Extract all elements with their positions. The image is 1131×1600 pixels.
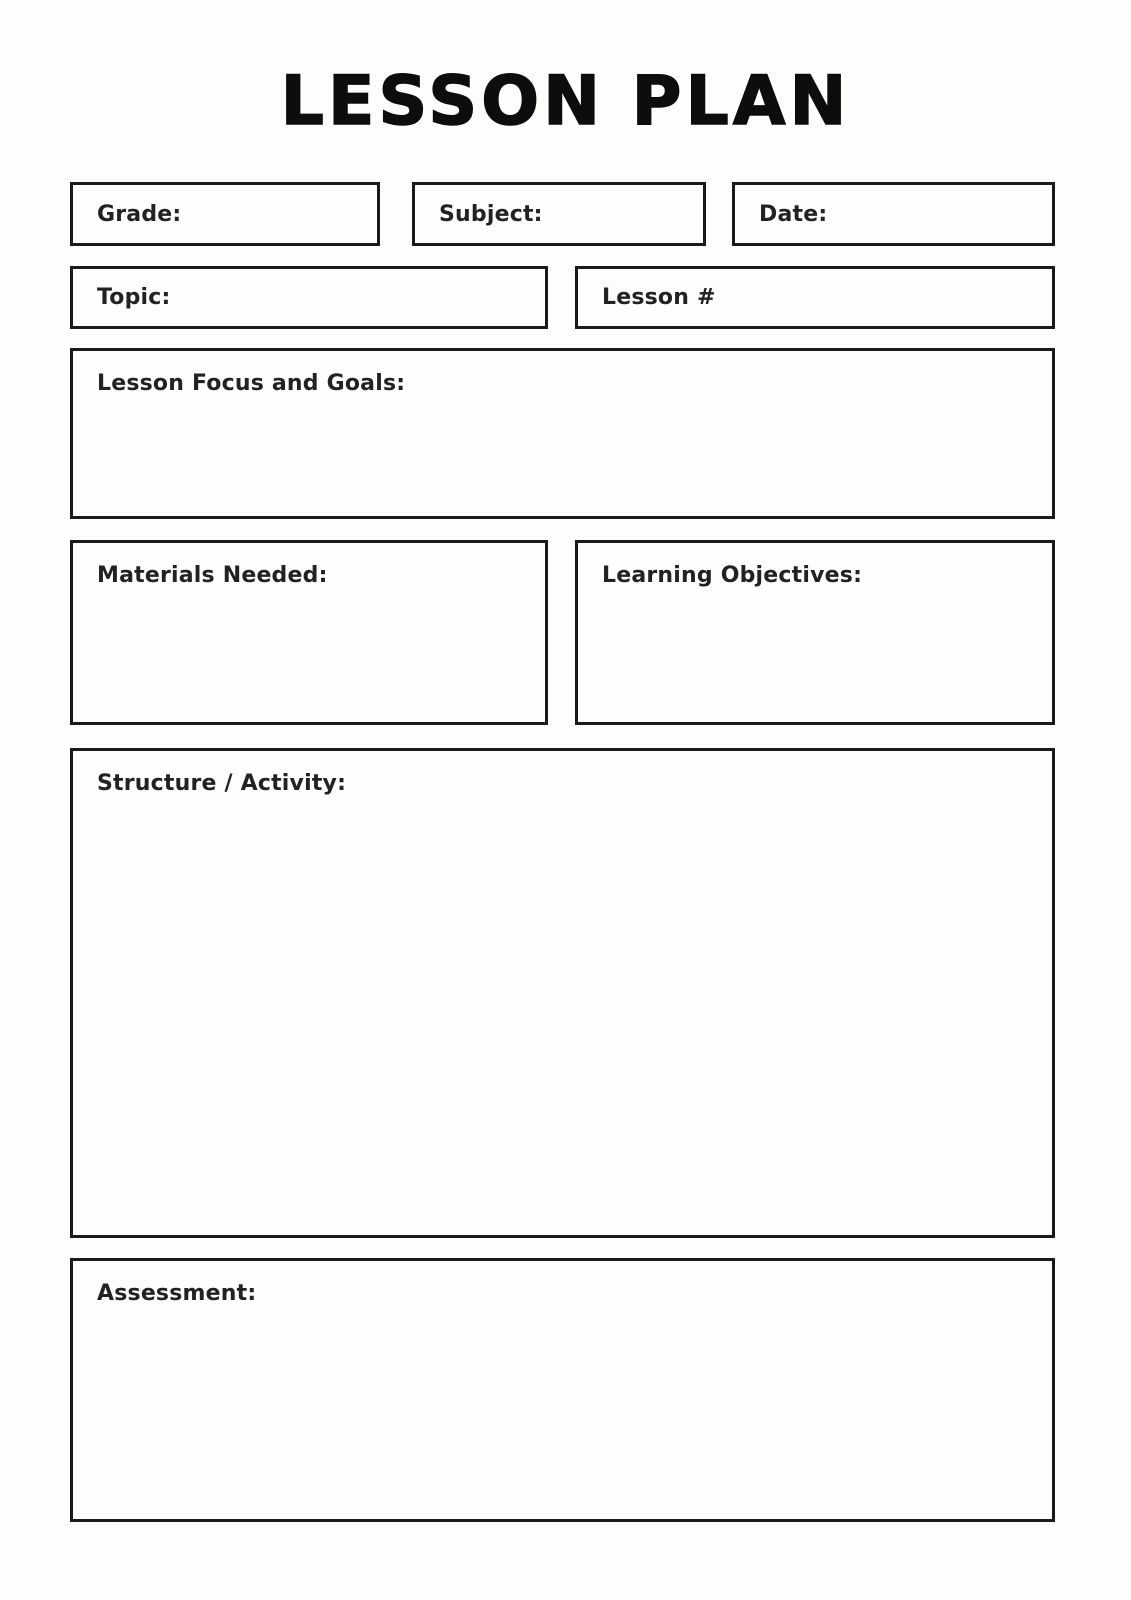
assessment-field[interactable] (70, 1258, 1055, 1522)
learning-objectives-field[interactable] (575, 540, 1055, 725)
lesson-focus-label: Lesson Focus and Goals: (97, 371, 406, 396)
lesson-number-label: Lesson # (602, 285, 716, 310)
subject-label: Subject: (439, 201, 543, 227)
lesson-number-field[interactable] (575, 266, 1055, 329)
page-title: LESSON PLAN (280, 62, 851, 141)
lesson-focus-field[interactable] (70, 348, 1055, 519)
structure-activity-label: Structure / Activity: (97, 771, 347, 796)
grade-label: Grade: (97, 201, 182, 227)
structure-activity-field[interactable] (70, 748, 1055, 1238)
grade-field[interactable] (70, 182, 380, 246)
topic-label: Topic: (97, 285, 171, 310)
topic-field[interactable] (70, 266, 548, 329)
learning-objectives-label: Learning Objectives: (602, 563, 863, 588)
date-label: Date: (759, 201, 828, 227)
date-field[interactable] (732, 182, 1055, 246)
subject-field[interactable] (412, 182, 706, 246)
assessment-label: Assessment: (97, 1281, 257, 1306)
materials-label: Materials Needed: (97, 563, 328, 588)
materials-field[interactable] (70, 540, 548, 725)
